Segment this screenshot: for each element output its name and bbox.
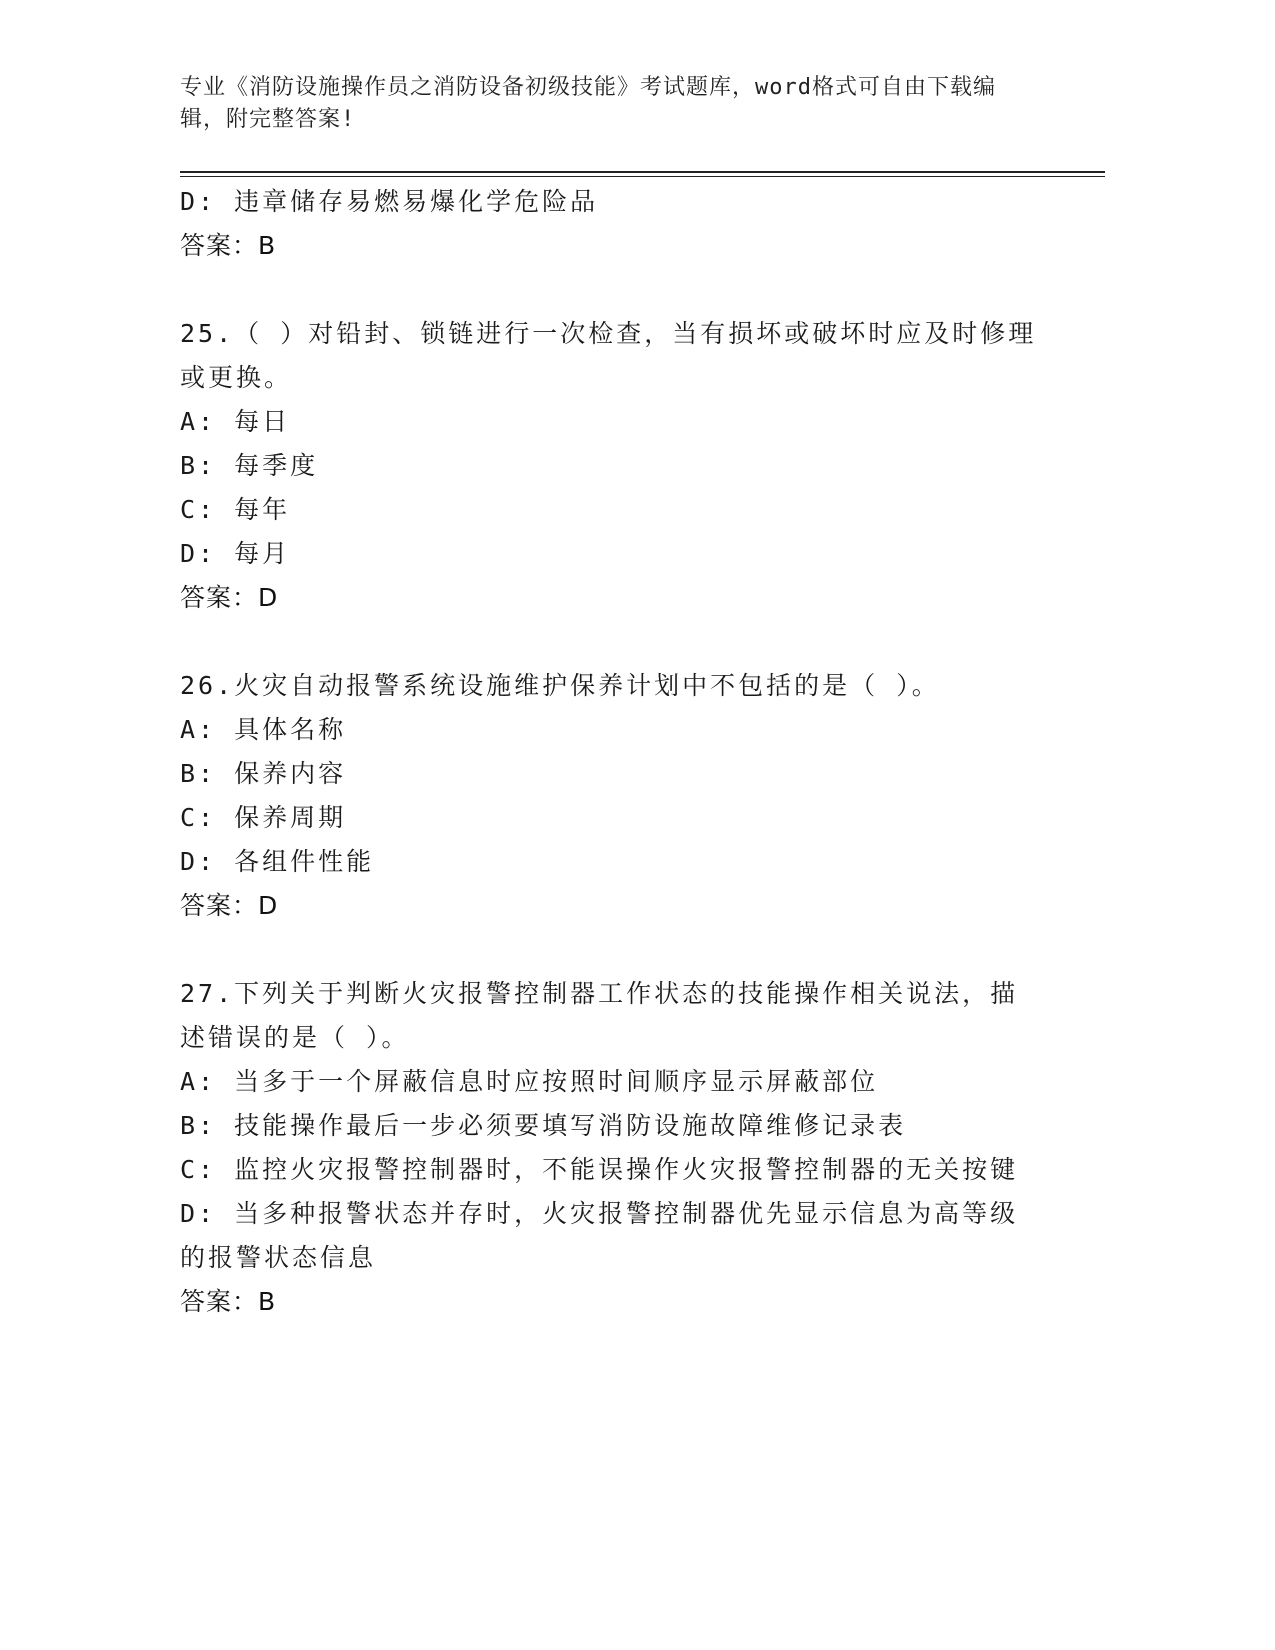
option-a: A: 当多于一个屏蔽信息时应按照时间顺序显示屏蔽部位	[180, 1067, 879, 1096]
option-c: C: 监控火灾报警控制器时，不能误操作火灾报警控制器的无关按键	[180, 1155, 1019, 1184]
option-d: D: 各组件性能	[180, 847, 375, 876]
option-d: D: 每月	[180, 539, 291, 568]
question-stem: 27.下列关于判断火灾报警控制器工作状态的技能操作相关说法，描述错误的是（ ）。	[180, 979, 1019, 1052]
option-c: C: 保养周期	[180, 803, 347, 832]
answer: 答案：B	[180, 1287, 277, 1316]
question-stem: 25.（ ）对铅封、锁链进行一次检查，当有损坏或破坏时应及时修理或更换。	[180, 319, 1037, 392]
option-b: B: 技能操作最后一步必须要填写消防设施故障维修记录表	[180, 1111, 907, 1140]
header-divider-thin	[180, 176, 1105, 177]
spacer	[180, 268, 1040, 312]
spacer	[180, 620, 1040, 664]
answer: 答案：D	[180, 891, 279, 920]
document-header	[180, 72, 1040, 136]
header-line-2: 辑，附完整答案!	[180, 107, 356, 132]
answer: 答案：D	[180, 583, 279, 612]
option-b: B: 每季度	[180, 451, 319, 480]
spacer	[180, 928, 1040, 972]
question-25	[180, 312, 1040, 620]
question-26	[180, 664, 1040, 928]
option-a: A: 具体名称	[180, 715, 347, 744]
question-stem: 26.火灾自动报警系统设施维护保养计划中不包括的是（ ）。	[180, 671, 940, 700]
option-d: D: 当多种报警状态并存时，火灾报警控制器优先显示信息为高等级的报警状态信息	[180, 1199, 1019, 1272]
option-b: B: 保养内容	[180, 759, 347, 788]
header-divider-thick	[180, 171, 1105, 173]
option-a: A: 每日	[180, 407, 291, 436]
option-c: C: 每年	[180, 495, 291, 524]
question-list	[180, 180, 1040, 1324]
prev-answer: 答案：B	[180, 231, 277, 260]
prev-option-d: D: 违章储存易燃易爆化学危险品	[180, 187, 599, 216]
header-line-1: 专业《消防设施操作员之消防设备初级技能》考试题库，word格式可自由下载编	[180, 75, 996, 100]
question-27	[180, 972, 1040, 1324]
